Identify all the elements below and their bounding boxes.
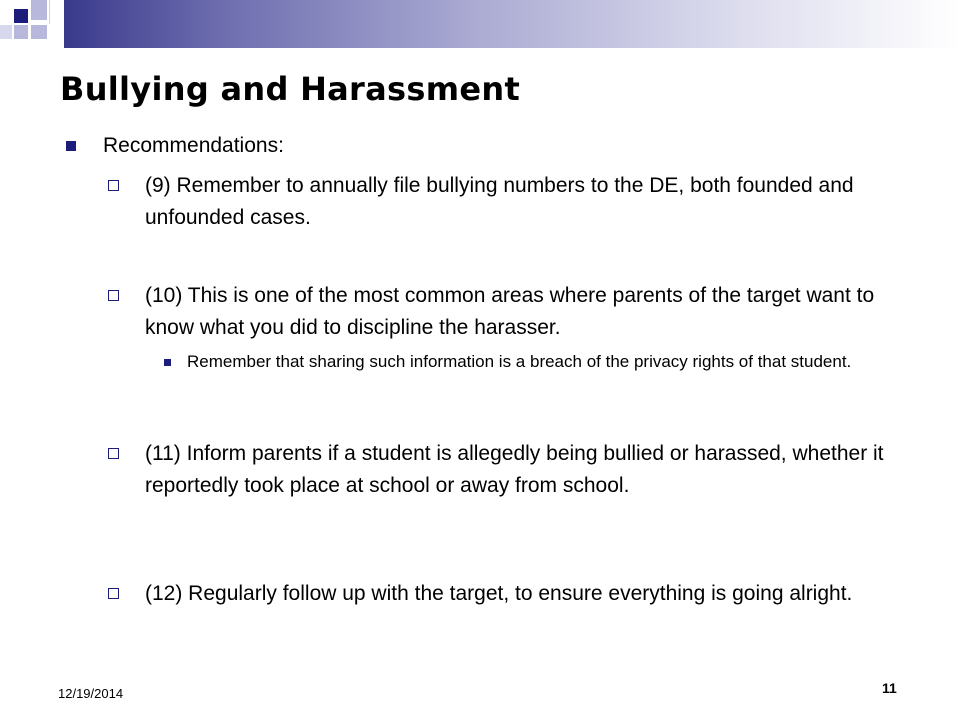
small-square-bullet-icon	[164, 359, 171, 366]
page-number: 11	[882, 680, 897, 696]
hollow-square-bullet-icon	[108, 290, 119, 301]
list-item-text: (11) Inform parents if a student is allegedly being bullied or harassed, whether it reportedly took place at school or away from school.	[145, 442, 884, 497]
list-item-text: (9) Remember to annually file bullying numbers to the DE, both founded and unfounded cases.	[145, 174, 854, 229]
list-item-text: (10) This is one of the most common areas where parents of the target want to know what you did to discipline the harasser.	[145, 284, 875, 339]
bullet-text: Recommendations:	[103, 134, 284, 157]
slide-title: Bullying and Harassment	[60, 70, 521, 108]
hollow-square-bullet-icon	[108, 588, 119, 599]
footer-date: 12/19/2014	[58, 686, 124, 701]
hollow-square-bullet-icon	[108, 180, 119, 191]
square-bullet-icon	[66, 141, 76, 151]
hollow-square-bullet-icon	[108, 448, 119, 459]
sub-list-item-text: Remember that sharing such information is a breach of the privacy rights of that student.	[187, 352, 852, 371]
list-item-text: (12) Regularly follow up with the target, to ensure everything is going alright.	[145, 582, 853, 605]
